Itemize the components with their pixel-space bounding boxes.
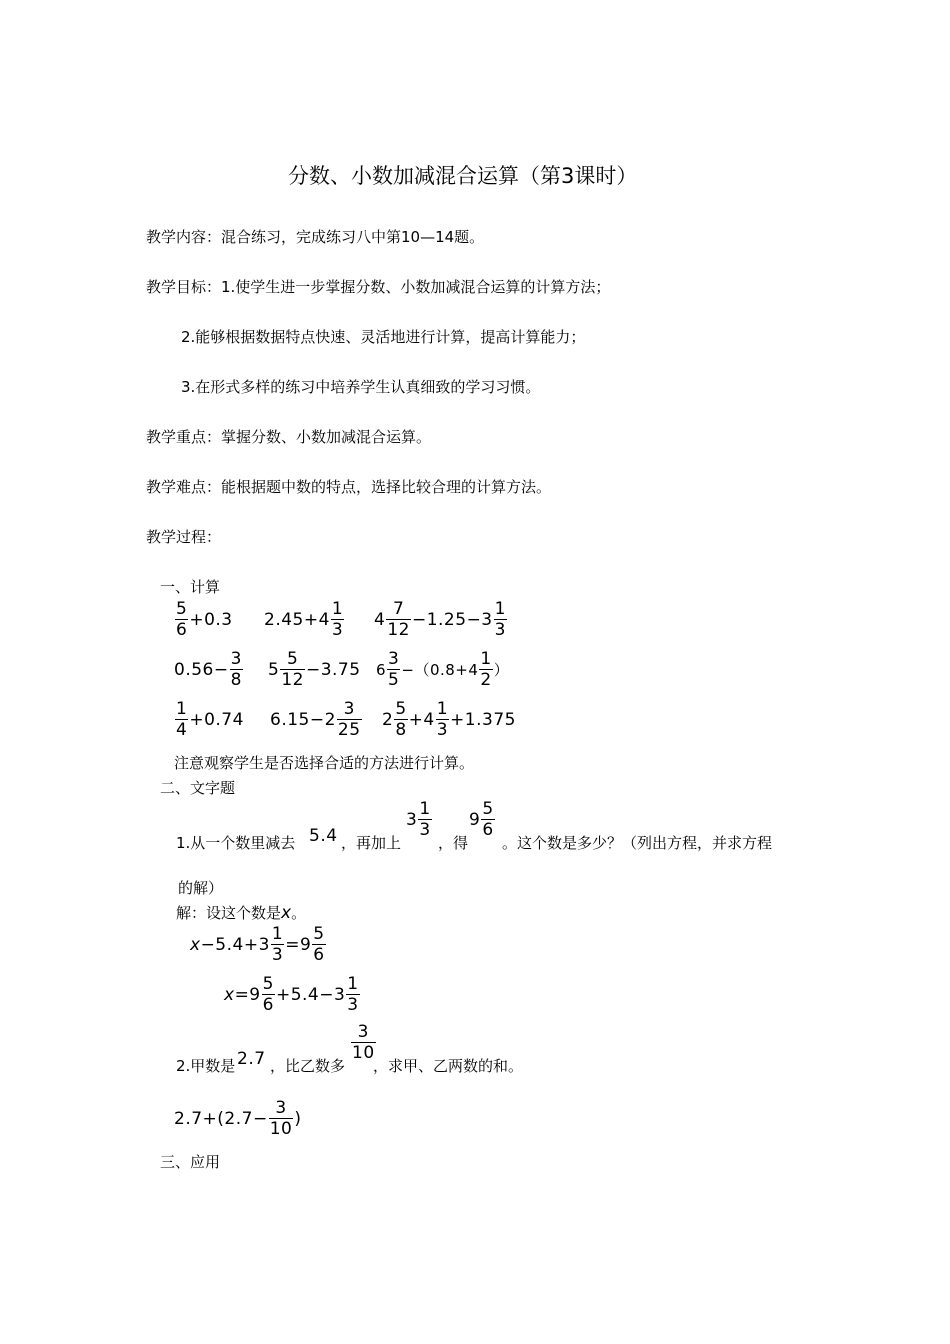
- problem-2-mid: ，比乙数多: [270, 1057, 346, 1075]
- teaching-process: 教学过程：: [146, 528, 222, 546]
- problem-2-post: ，求甲、乙两数的和。: [373, 1057, 524, 1075]
- teaching-content: 教学内容：混合练习，完成练习八中第10—14题。: [146, 228, 485, 246]
- problem-1-mixed-1: 3 $\frac{1}{3}$: [406, 799, 431, 840]
- equation-1: x−5.4+3 $\frac{1}{3}$ =9 $\frac{5}{6}$: [190, 924, 325, 965]
- teaching-goal-3: 3.在形式多样的练习中培养学生认真细致的学习习惯。: [181, 378, 541, 396]
- section-calculate: 一、计算: [160, 578, 221, 596]
- sum-expression: 2.7+(2.7− $\frac{3}{10}$ ): [174, 1098, 302, 1139]
- teaching-goal-1: 教学目标：1.使学生进一步掌握分数、小数加减混合运算的计算方法；: [146, 278, 611, 296]
- teaching-goal-2: 2.能够根据数据特点快速、灵活地进行计算，提高计算能力；: [181, 328, 586, 346]
- problem-1-mid2: ，得: [438, 834, 469, 852]
- problem-2-fraction: $\frac{3}{10}$: [352, 1022, 375, 1063]
- problem-1-post: 。这个数是多少？（列出方程，并求方程: [502, 834, 773, 852]
- section-word-problems: 二、文字题: [160, 779, 236, 797]
- teaching-key: 教学重点：掌握分数、小数加减混合运算。: [146, 428, 432, 446]
- expr-2b: 5 $\frac{5}{12}$ −3.75: [268, 649, 361, 690]
- note-text: 注意观察学生是否选择合适的方法进行计算。: [174, 754, 475, 772]
- problem-1-mixed-2: 9 $\frac{5}{6}$: [469, 799, 494, 840]
- section-application: 三、应用: [160, 1153, 221, 1171]
- problem-2-prefix: 2.甲数是: [176, 1057, 236, 1075]
- problem-1-prefix: 1.从一个数里减去: [176, 834, 296, 852]
- expr-1a: $\frac{5}{6}$ +0.3: [176, 599, 233, 640]
- teaching-difficulty: 教学难点：能根据题中数的特点，选择比较合理的计算方法。: [146, 478, 552, 496]
- solution-intro: 解：设这个数是x。: [176, 903, 307, 923]
- expr-3b: 6.15−2 $\frac{3}{25}$: [270, 699, 361, 740]
- expr-2c: 6 $\frac{3}{5}$ −（0.8+4 $\frac{1}{2}$ ）: [376, 649, 510, 690]
- page-title: 分数、小数加减混合运算（第3课时）: [288, 164, 638, 188]
- expr-2a: 0.56− $\frac{3}{8}$: [174, 649, 242, 690]
- problem-1-cont: 的解）: [178, 879, 224, 897]
- problem-2-number: 2.7: [237, 1049, 266, 1069]
- fraction: $\frac{5}{6}$: [176, 599, 188, 640]
- expr-3a: $\frac{1}{4}$ +0.74: [176, 699, 244, 740]
- expr-1c: 4 $\frac{7}{12}$ −1.25−3 $\frac{1}{3}$: [374, 599, 506, 640]
- equation-2: x=9 $\frac{5}{6}$ +5.4−3 $\frac{1}{3}$: [224, 974, 359, 1015]
- problem-1-number: 5.4: [309, 826, 338, 846]
- expr-1b: 2.45+4 $\frac{1}{3}$: [264, 599, 344, 640]
- expr-3c: 2 $\frac{5}{8}$ +4 $\frac{1}{3}$ +1.375: [382, 699, 516, 740]
- problem-1-mid: ，再加上: [341, 834, 402, 852]
